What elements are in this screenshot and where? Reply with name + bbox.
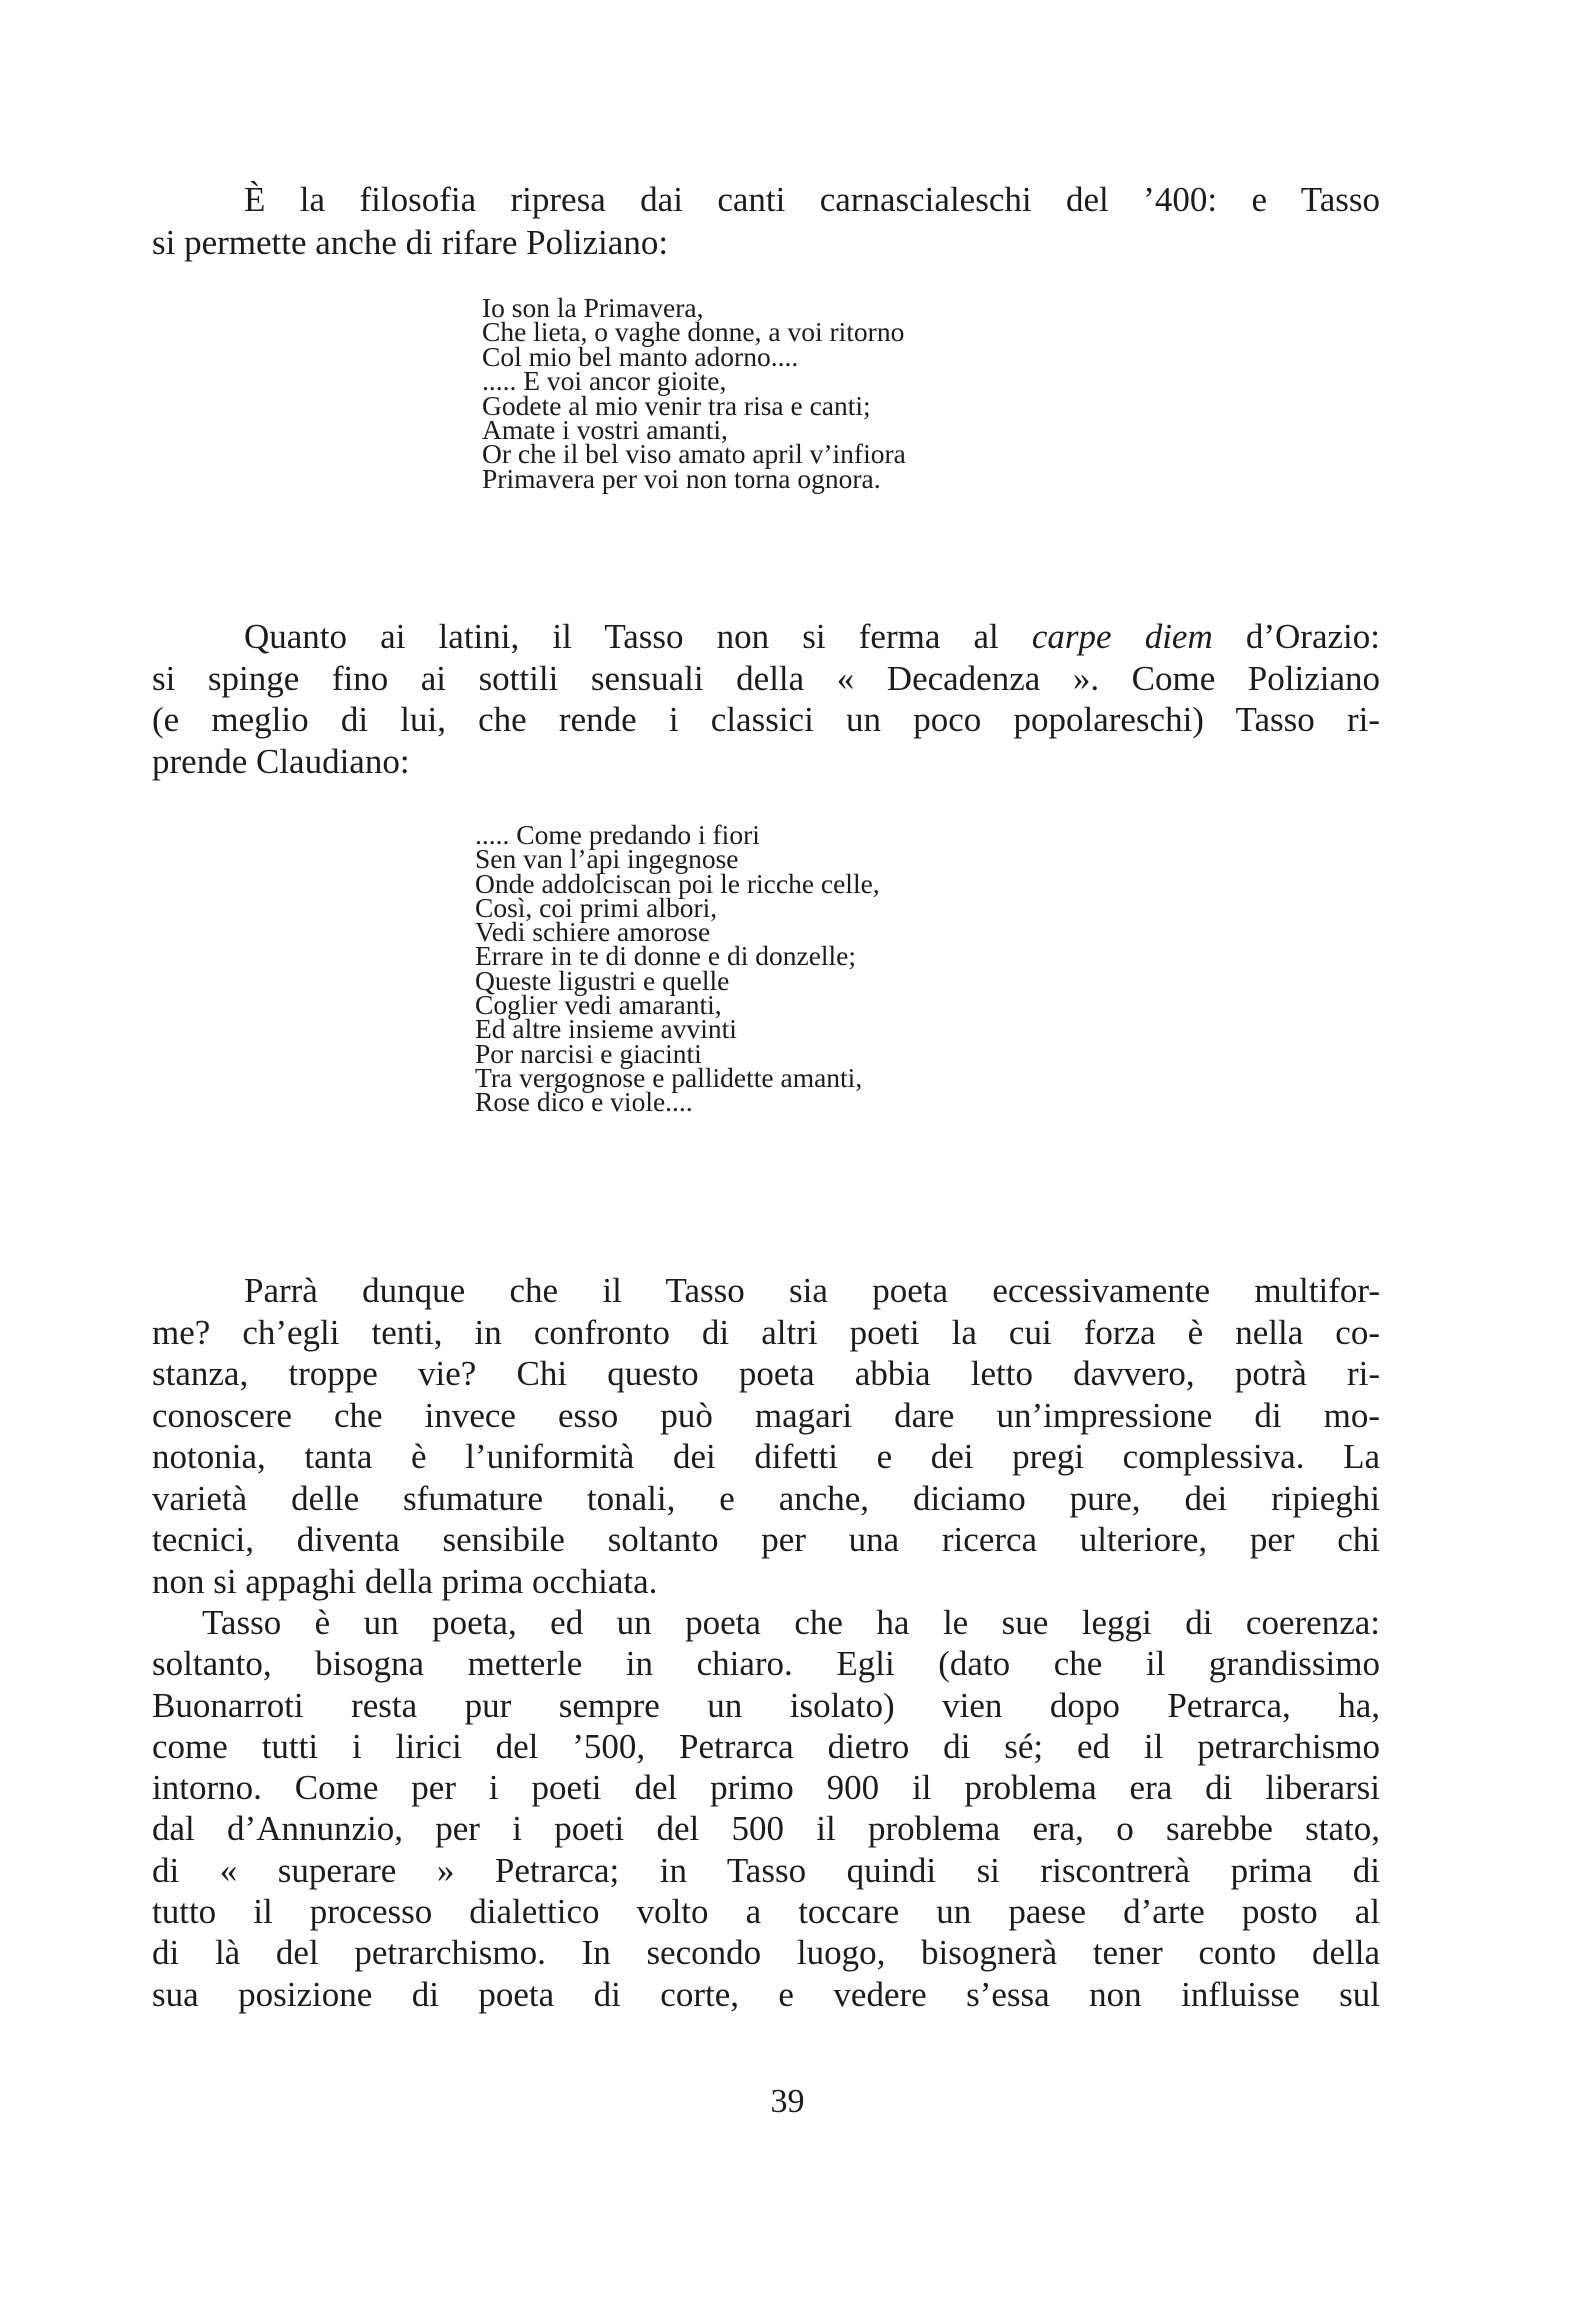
text-line: Buonarroti resta pur sempre un isolato) vien dopo Petrarca, ha, bbox=[152, 1685, 1380, 1725]
text-line: Tasso è un poeta, ed un poeta che ha le sue leggi di coerenza: bbox=[202, 1603, 1380, 1642]
verse-line: ..... E voi ancor gioite, bbox=[482, 365, 727, 397]
text-segment: Quanto ai latini, il Tasso non si ferma al bbox=[244, 617, 1032, 656]
paragraph-3 bbox=[152, 1270, 1380, 1602]
verse-line: Che lieta, o vaghe donne, a voi ritorno bbox=[482, 316, 905, 348]
verse-line: Ed altre insieme avvinti bbox=[475, 1013, 737, 1045]
text-line: stanza, troppe vie? Chi questo poeta abbia letto davvero, potrà ri- bbox=[152, 1354, 1380, 1393]
verse-quote-1 bbox=[482, 292, 906, 494]
text-line: conoscere che invece esso può magari dare un’impressione di mo- bbox=[152, 1395, 1380, 1435]
text-segment: d’Orazio: bbox=[1212, 617, 1380, 656]
latin-phrase: carpe diem bbox=[1031, 617, 1213, 656]
text-line: (e meglio di lui, che rende i classici un poco popolareschi) Tasso ri- bbox=[152, 700, 1380, 739]
verse-line: Tra vergognose e pallidette amanti, bbox=[475, 1061, 863, 1093]
text-line: soltanto, bisogna metterle in chiaro. Egli (dato che il grandissimo bbox=[152, 1644, 1380, 1684]
text-line: come tutti i lirici del ’500, Petrarca dietro di sé; ed il petrarchismo bbox=[152, 1726, 1380, 1766]
verse-line: Or che il bel viso amato april v’infiora bbox=[482, 438, 906, 470]
text-line: di « superare » Petrarca; in Tasso quindi si riscontrerà prima di bbox=[152, 1850, 1380, 1890]
verse-line: Amate i vostri amanti, bbox=[482, 414, 728, 446]
verse-line: ..... Come predando i fiori bbox=[475, 819, 760, 850]
verse-line: Col mio bel manto adorno.... bbox=[482, 340, 799, 372]
text-line: dal d’Annunzio, per i poeti del 500 il problema era, o sarebbe stato, bbox=[152, 1809, 1380, 1849]
verse-line: Godete al mio venir tra risa e canti; bbox=[482, 389, 871, 421]
text-line: sua posizione di poeta di corte, e vedere s’essa non influisse sul bbox=[152, 1974, 1380, 2014]
text-line: Parrà dunque che il Tasso sia poeta eccessivamente multifor- bbox=[244, 1271, 1380, 1310]
text-line: non si appaghi della prima occhiata. bbox=[152, 1561, 658, 1601]
verse-quote-2 bbox=[475, 819, 880, 1118]
text-line: tecnici, diventa sensibile soltanto per una ricerca ulteriore, per chi bbox=[152, 1520, 1380, 1559]
text-line: si spinge fino ai sottili sensuali della « Decadenza ». Come Poliziano bbox=[152, 658, 1380, 698]
paragraph-1 bbox=[152, 178, 1380, 264]
text-line: È la filosofia ripresa dai canti carnascialeschi del ’400: e Tasso bbox=[244, 180, 1380, 219]
verse-line: Onde addolciscan poi le ricche celle, bbox=[475, 867, 880, 899]
verse-line: Rose dico e viole.... bbox=[475, 1086, 693, 1118]
text-line bbox=[152, 616, 1380, 658]
paragraph-2 bbox=[152, 616, 1380, 782]
text-line: notonia, tanta è l’uniformità dei difetti e dei pregi complessiva. La bbox=[152, 1437, 1380, 1476]
text-line: varietà delle sfumature tonali, e anche, diciamo pure, dei ripieghi bbox=[152, 1478, 1380, 1518]
verse-line: Primavera per voi non torna ognora. bbox=[482, 462, 881, 494]
verse-line: Queste ligustri e quelle bbox=[475, 964, 730, 996]
verse-line: Vedi schiere amorose bbox=[475, 916, 711, 948]
verse-line: Così, coi primi albori, bbox=[475, 891, 718, 923]
text-line: si permette anche di rifare Poliziano: bbox=[152, 223, 669, 262]
text-line: me? ch’egli tenti, in confronto di altri poeti la cui forza è nella co- bbox=[152, 1312, 1380, 1352]
text-line: prende Claudiano: bbox=[152, 741, 410, 781]
verse-line: Errare in te di donne e di donzelle; bbox=[475, 940, 857, 972]
text-line: di là del petrarchismo. In secondo luogo, bisognerà tener conto della bbox=[152, 1933, 1380, 1973]
verse-line: Io son la Primavera, bbox=[482, 292, 704, 323]
paragraph-4 bbox=[152, 1602, 1380, 2015]
text-line: tutto il processo dialettico volto a toccare un paese d’arte posto al bbox=[152, 1892, 1380, 1932]
text-line: intorno. Come per i poeti del primo 900 il problema era di liberarsi bbox=[152, 1768, 1380, 1808]
page-number: 39 bbox=[770, 2083, 805, 2120]
verse-line: Por narcisi e giacinti bbox=[475, 1037, 702, 1069]
verse-line: Coglier vedi amaranti, bbox=[475, 989, 722, 1021]
verse-line: Sen van l’api ingegnose bbox=[475, 843, 739, 875]
